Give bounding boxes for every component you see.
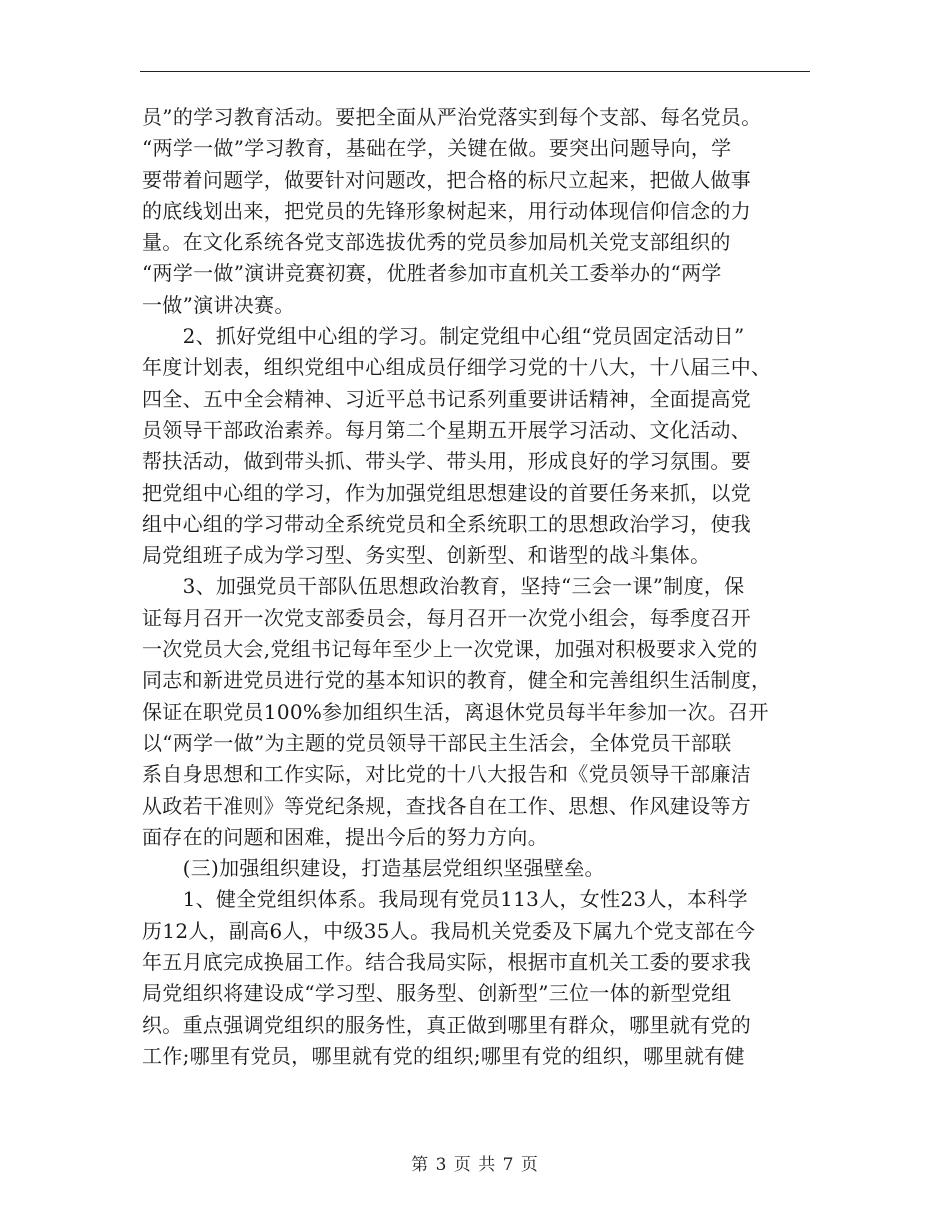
text-line: 历12人，副高6人，中级35人。我局机关党委及下属九个党支部在今 [142, 918, 756, 943]
text-line: 要带着问题学，做要针对问题改，把合格的标尺立起来，把做人做事 [142, 167, 751, 192]
header-rule [140, 71, 810, 72]
text-line: 局党组织将建设成“学习型、服务型、创新型”三位一体的新型党组 [142, 981, 732, 1006]
text-line: 的底线划出来，把党员的先锋形象树起来，用行动体现信仰信念的力 [142, 198, 751, 223]
text-line: 员领导干部政治素养。每月第二个星期五开展学习活动、文化活动、 [142, 417, 751, 442]
text-line: 量。在文化系统各党支部选拔优秀的党员参加局机关党支部组织的 [142, 230, 731, 255]
page-footer: 第 3 页 共 7 页 [411, 1155, 539, 1175]
document-body [142, 102, 810, 1072]
text-line: 面存在的问题和困难，提出今后的努力方向。 [142, 824, 548, 849]
text-line: 局党组班子成为学习型、务实型、创新型、和谐型的战斗集体。 [142, 543, 711, 568]
text-line: 2、抓好党组中心组的学习。制定党组中心组“党员固定活动日” [142, 324, 745, 349]
text-line: 3、加强党员干部队伍思想政治教育，坚持“三会一课”制度，保 [142, 574, 745, 599]
text-line: “两学一做”学习教育，基础在学，关键在做。要突出问题导向，学 [142, 136, 732, 161]
text-line: (三)加强组织建设，打造基层党组织坚强壁垒。 [142, 856, 605, 881]
text-line: 组中心组的学习带动全系统党员和全系统职工的思想政治学习，使我 [142, 511, 751, 536]
text-line: 一次党员大会,党组书记每年至少上一次党课，加强对积极要求入党的 [142, 637, 758, 662]
text-line: 织。重点强调党组织的服务性，真正做到哪里有群众，哪里就有党的 [142, 1012, 751, 1037]
text-line: 年五月底完成换届工作。结合我局实际，根据市直机关工委的要求我 [142, 950, 751, 975]
text-line: 证每月召开一次党支部委员会，每月召开一次党小组会，每季度召开 [142, 605, 751, 630]
text-line: 从政若干准则》等党纪条规，查找各自在工作、思想、作风建设等方 [142, 793, 751, 818]
text-line: 员”的学习教育活动。要把全面从严治党落实到每个支部、每名党员。 [142, 105, 762, 129]
text-line: 以“两学一做”为主题的党员领导干部民主生活会，全体党员干部联 [142, 730, 732, 755]
text-line: 四全、五中全会精神、习近平总书记系列重要讲话精神，全面提高党 [142, 386, 751, 411]
text-line: 1、健全党组织体系。我局现有党员113人，女性23人，本科学 [142, 887, 748, 912]
text-line: 同志和新进党员进行党的基本知识的教育，健全和完善组织生活制度， [142, 668, 772, 693]
text-line: “两学一做”演讲竞赛初赛，优胜者参加市直机关工委举办的“两学 [142, 261, 722, 286]
text-line: 一做”演讲决赛。 [142, 292, 295, 317]
text-line: 系自身思想和工作实际，对比党的十八大报告和《党员领导干部廉洁 [142, 762, 751, 787]
text-line: 工作;哪里有党员，哪里就有党的组织;哪里有党的组织，哪里就有健 [142, 1043, 745, 1068]
text-line: 帮扶活动，做到带头抓、带头学、带头用，形成良好的学习氛围。要 [142, 449, 751, 474]
text-line: 年度计划表，组织党组中心组成员仔细学习党的十八大，十八届三中、 [142, 355, 772, 380]
text-line: 把党组中心组的学习，作为加强党组思想建设的首要任务来抓，以党 [142, 480, 751, 505]
text-line: 保证在职党员100%参加组织生活，离退休党员每半年参加一次。召开 [142, 699, 769, 724]
